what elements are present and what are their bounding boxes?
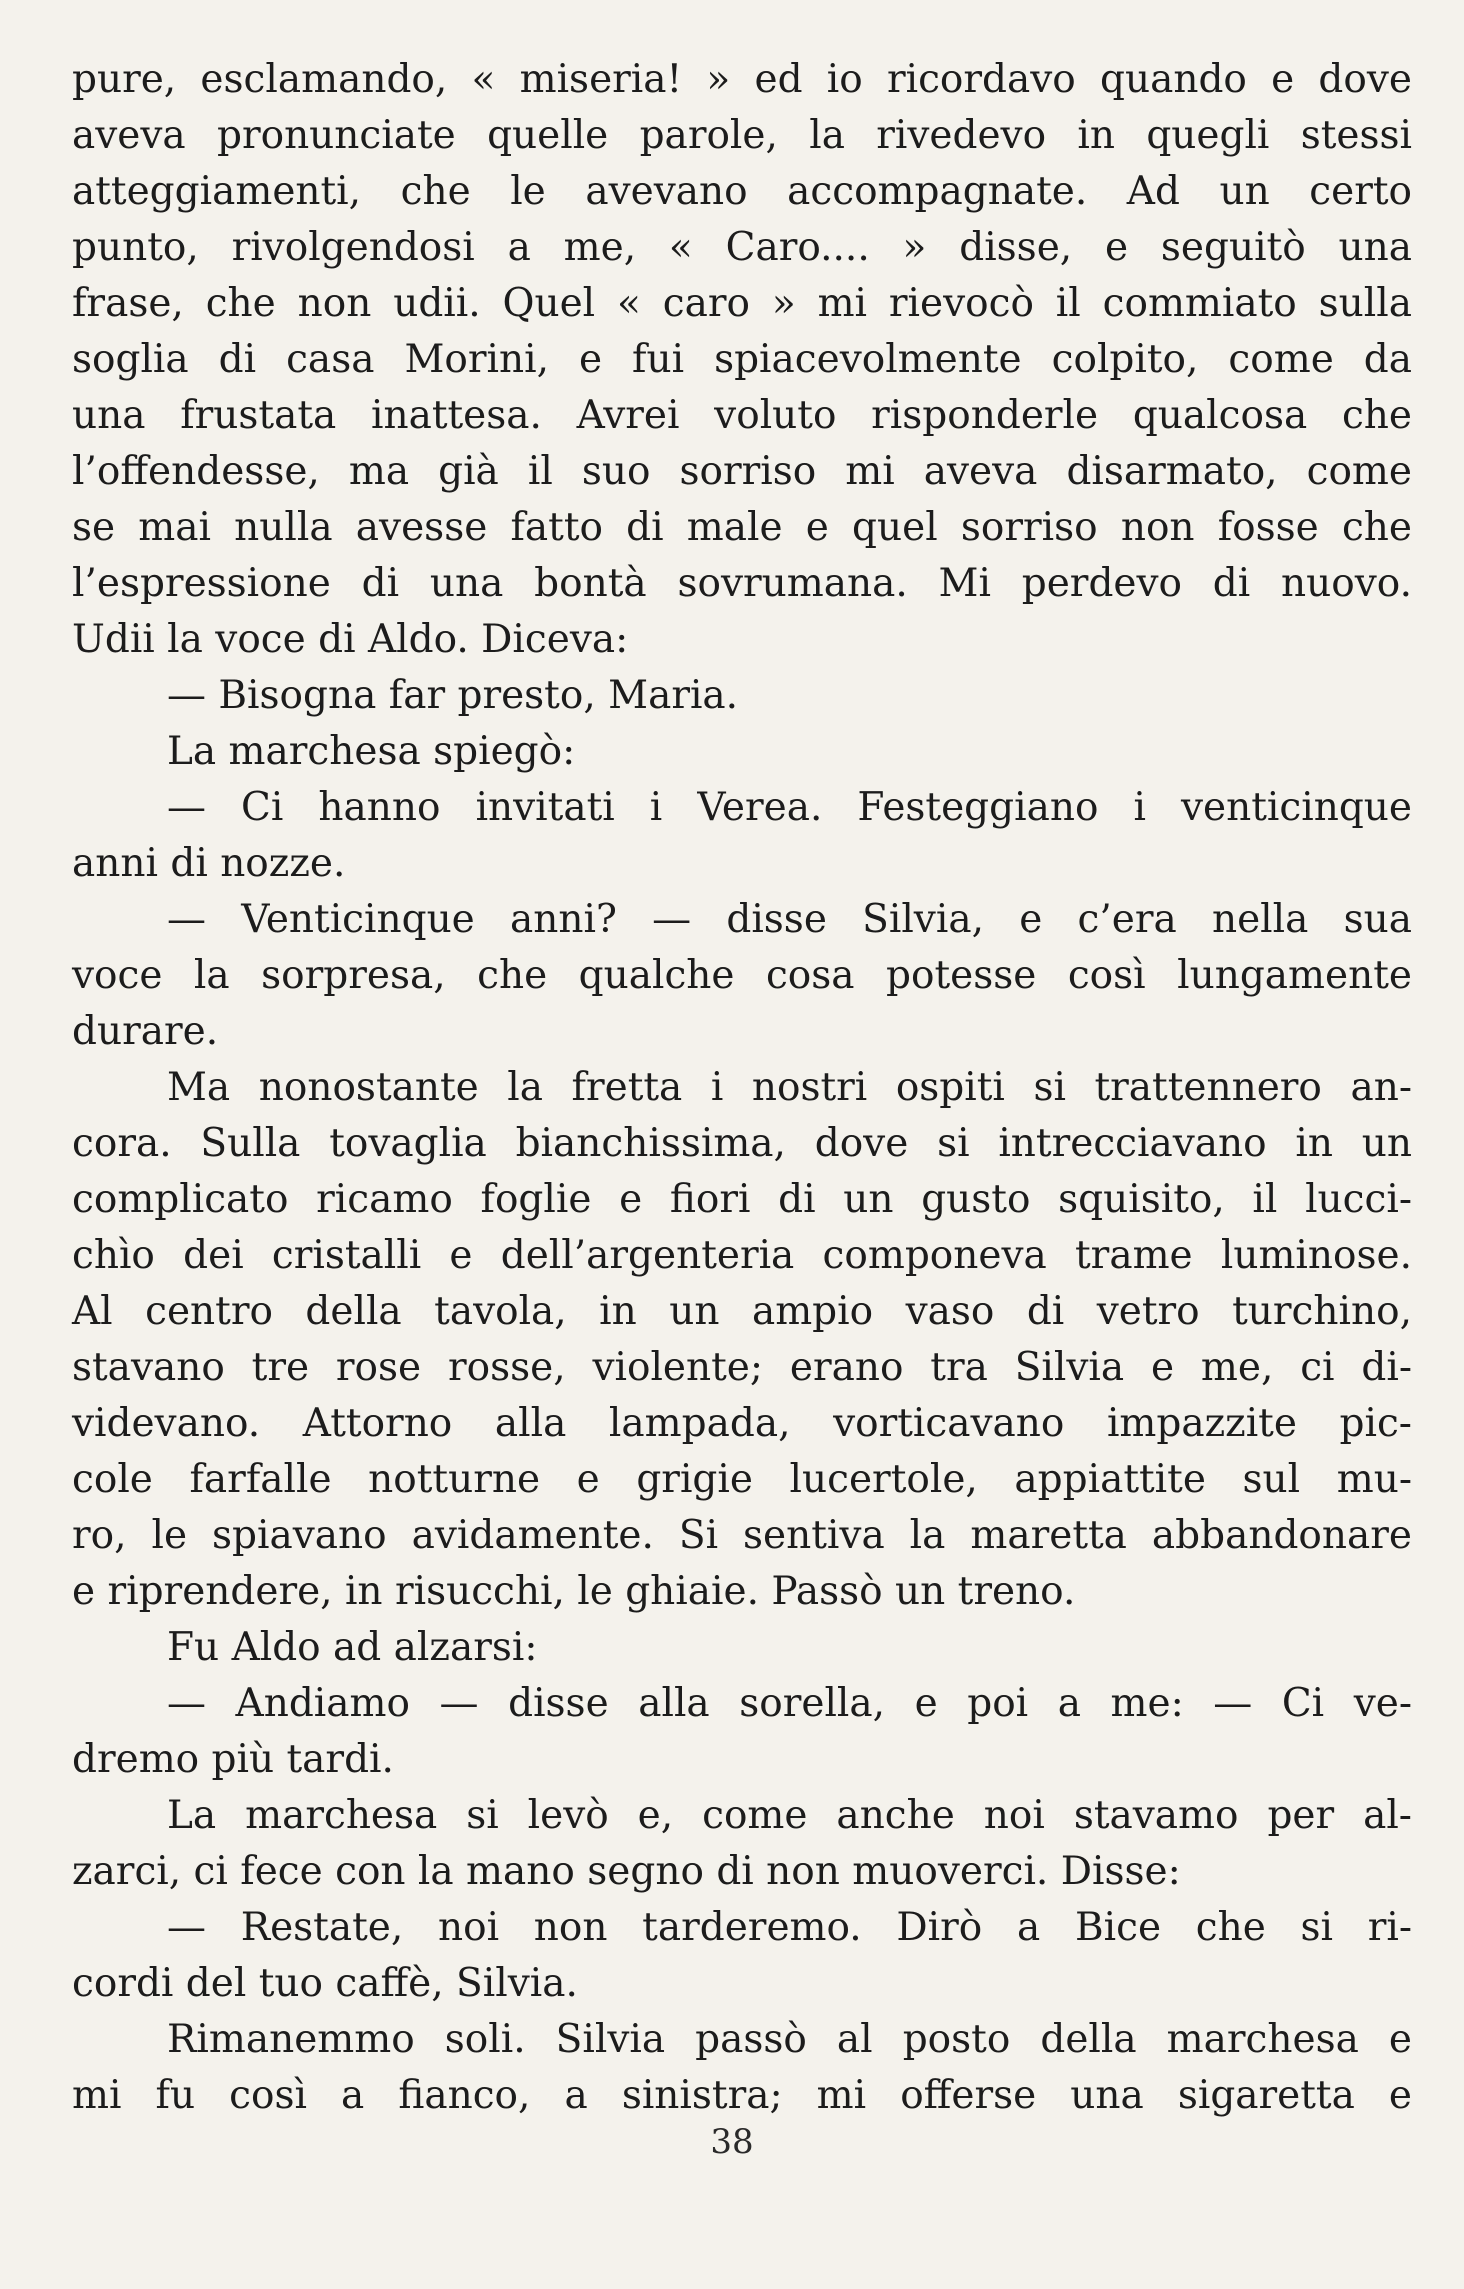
- paragraph-start: Fu Aldo ad alzarsi:: [167, 1625, 538, 1670]
- text-line: cordi del tuo caffè, Silvia.: [72, 1961, 578, 2006]
- text-line: soglia di casa Morini, e fui spiacevolmente colpito, come da: [72, 337, 1412, 382]
- text-line: chìo dei cristalli e dell’argenteria componeva trame luminose.: [72, 1233, 1412, 1278]
- text-line: dremo più tardi.: [72, 1737, 394, 1782]
- text-line: l’offendesse, ma già il suo sorriso mi aveva disarmato, come: [72, 449, 1412, 494]
- text-line: Udii la voce di Aldo. Diceva:: [72, 617, 629, 662]
- text-line: cora. Sulla tovaglia bianchissima, dove si intrecciavano in un: [72, 1121, 1412, 1166]
- paragraph-start: Ma nonostante la fretta i nostri ospiti si trattennero an-: [167, 1065, 1412, 1110]
- dialogue-line: — Restate, noi non tarderemo. Dirò a Bice che si ri-: [167, 1905, 1412, 1950]
- text-line: voce la sorpresa, che qualche cosa potesse così lungamente: [72, 953, 1412, 998]
- text-line: videvano. Attorno alla lampada, vorticavano impazzite pic-: [72, 1401, 1412, 1446]
- text-line: stavano tre rose rosse, violente; erano tra Silvia e me, ci di-: [72, 1345, 1412, 1390]
- paragraph-start: La marchesa si levò e, come anche noi stavamo per al-: [167, 1793, 1412, 1838]
- page-number: 38: [710, 2122, 754, 2162]
- text-line: durare.: [72, 1009, 219, 1054]
- text-line: atteggiamenti, che le avevano accompagnate. Ad un certo: [72, 169, 1412, 214]
- text-line: Al centro della tavola, in un ampio vaso di vetro turchino,: [72, 1289, 1412, 1334]
- text-line: l’espressione di una bontà sovrumana. Mi perdevo di nuovo.: [72, 561, 1412, 606]
- dialogue-line: — Andiamo — disse alla sorella, e poi a me: — Ci ve-: [167, 1681, 1412, 1726]
- text-line: cole farfalle notturne e grigie lucertole, appiattite sul mu-: [72, 1457, 1412, 1502]
- text-line: se mai nulla avesse fatto di male e quel sorriso non fosse che: [72, 505, 1412, 550]
- book-page: [72, 52, 1412, 2192]
- text-line: complicato ricamo foglie e fiori di un gusto squisito, il lucci-: [72, 1177, 1412, 1222]
- text-line: ro, le spiavano avidamente. Si sentiva la maretta abbandonare: [72, 1513, 1412, 1558]
- dialogue-line: — Venticinque anni? — disse Silvia, e c’era nella sua: [167, 897, 1412, 942]
- text-line: aveva pronunciate quelle parole, la rivedevo in quegli stessi: [72, 113, 1412, 158]
- text-line: mi fu così a fianco, a sinistra; mi offerse una sigaretta e: [72, 2073, 1412, 2118]
- text-line: punto, rivolgendosi a me, « Caro.... » disse, e seguitò una: [72, 225, 1412, 270]
- text-line: frase, che non udii. Quel « caro » mi rievocò il commiato sulla: [72, 281, 1412, 326]
- text-line: zarci, ci fece con la mano segno di non muoverci. Disse:: [72, 1849, 1181, 1894]
- text-line: una frustata inattesa. Avrei voluto risponderle qualcosa che: [72, 393, 1412, 438]
- text-line: anni di nozze.: [72, 841, 346, 886]
- text-line: pure, esclamando, « miseria! » ed io ricordavo quando e dove: [72, 57, 1412, 102]
- dialogue-line: — Ci hanno invitati i Verea. Festeggiano i venticinque: [167, 785, 1412, 830]
- text-line: e riprendere, in risucchi, le ghiaie. Passò un treno.: [72, 1569, 1076, 1614]
- paragraph-start: Rimanemmo soli. Silvia passò al posto della marchesa e: [167, 2017, 1412, 2062]
- paragraph-start: La marchesa spiegò:: [167, 729, 576, 774]
- dialogue-line: — Bisogna far presto, Maria.: [167, 673, 739, 718]
